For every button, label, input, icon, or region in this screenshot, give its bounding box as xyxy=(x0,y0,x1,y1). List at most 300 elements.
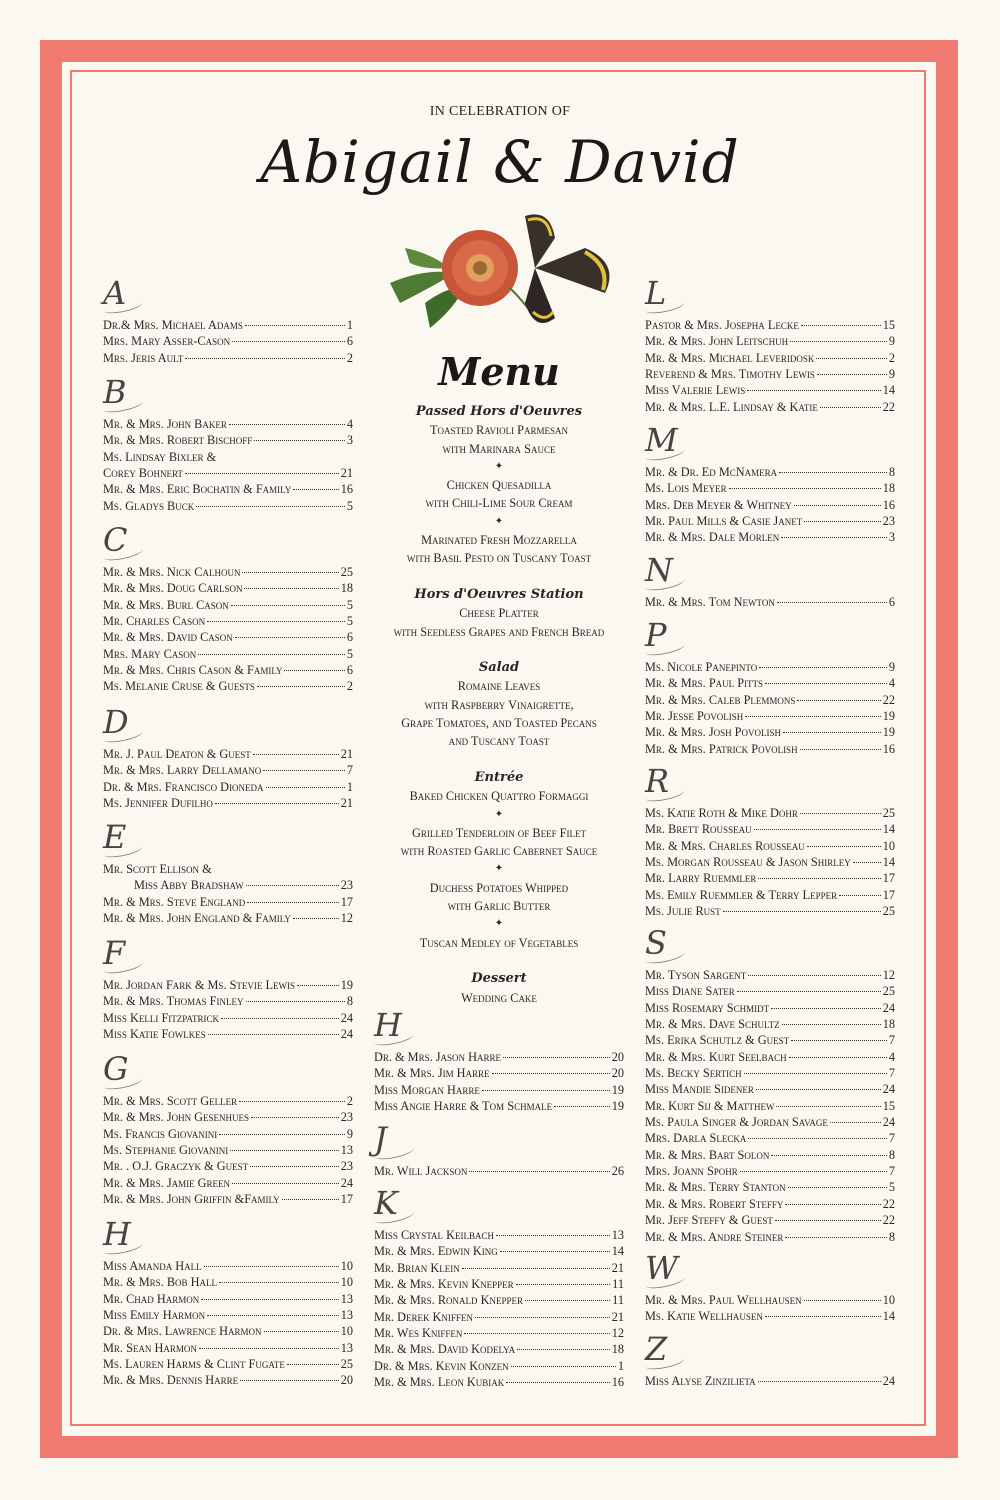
guest-entry xyxy=(645,382,895,398)
menu-item-line: Wedding Cake xyxy=(461,990,537,1005)
section-letter: E xyxy=(103,818,127,856)
guest-entry xyxy=(103,465,353,481)
dot-leader xyxy=(185,358,345,359)
dot-leader xyxy=(232,1183,339,1184)
dot-leader xyxy=(198,654,345,655)
section-letter: K xyxy=(374,1184,398,1222)
dot-leader xyxy=(771,1008,881,1009)
dot-leader xyxy=(800,813,881,814)
guest-entry xyxy=(103,481,353,497)
table-number: 13 xyxy=(340,1308,353,1323)
couple-names-script: Abigail & David xyxy=(260,128,740,196)
guest-name: Mr. & Mrs. Charles Rousseau xyxy=(645,838,805,853)
dot-leader xyxy=(817,374,887,375)
table-number: 7 xyxy=(346,763,353,778)
dot-leader xyxy=(782,1024,881,1025)
guest-name: Dr. & Mrs. Kevin Konzen xyxy=(374,1358,509,1373)
guest-name: Dr. & Mrs. Francisco Dioneda xyxy=(103,779,264,794)
letter-section-r xyxy=(645,762,895,919)
table-number: 17 xyxy=(340,894,353,909)
guest-name: Ms. Stephanie Giovanini xyxy=(103,1143,229,1158)
guest-entry xyxy=(103,746,353,762)
table-number: 3 xyxy=(346,433,353,448)
guest-name: Ms. Morgan Rousseau & Jason Shirley xyxy=(645,855,851,870)
guest-name: Miss Amanda Hall xyxy=(103,1259,202,1273)
guest-name: Ms. Paula Singer & Jordan Savage xyxy=(645,1115,828,1130)
guest-entry xyxy=(645,594,895,610)
dot-leader xyxy=(723,911,881,912)
dot-leader xyxy=(785,1204,880,1205)
guest-entry xyxy=(374,1243,624,1259)
guest-entry xyxy=(645,1016,895,1032)
dot-leader xyxy=(794,505,881,506)
guest-name: Pastor & Mrs. Josepha Lecke xyxy=(645,318,799,332)
dot-leader xyxy=(747,390,880,391)
guest-entry xyxy=(645,903,895,919)
guest-name: Reverend & Mrs. Timothy Lewis xyxy=(645,367,815,382)
table-number: 6 xyxy=(888,595,895,609)
table-number: 1 xyxy=(617,1358,624,1373)
section-letter: L xyxy=(645,274,667,312)
guest-entry xyxy=(103,432,353,448)
guest-name: Mr. & Mrs. Paul Wellhausen xyxy=(645,1293,802,1307)
table-number: 19 xyxy=(611,1082,624,1097)
guest-name: Mr. Paul Mills & Casie Janet xyxy=(645,514,803,529)
guest-name: Mr. & Mrs. Steve England xyxy=(103,894,246,909)
guest-name: Miss Diane Sater xyxy=(645,984,735,999)
guest-name: Mr. & Mrs. Doug Carlson xyxy=(103,581,243,596)
dot-leader xyxy=(516,1284,611,1285)
guest-name: Mr. Brian Klein xyxy=(374,1260,460,1275)
guest-name: Mr. & Mrs. David Kodelya xyxy=(374,1342,516,1357)
dot-leader xyxy=(758,1381,881,1382)
dot-leader xyxy=(219,1282,339,1283)
dot-leader xyxy=(293,918,339,919)
section-letter: Z xyxy=(645,1330,668,1368)
dot-leader xyxy=(464,1333,609,1334)
guest-entry xyxy=(645,1308,895,1324)
dot-leader xyxy=(293,489,338,490)
guest-name: Mr. & Mrs. David Cason xyxy=(103,630,233,645)
table-number: 12 xyxy=(882,968,895,982)
table-number: 12 xyxy=(611,1326,624,1341)
dot-leader xyxy=(745,716,880,717)
guest-name: Ms. Emily Ruemmler & Terry Lepper xyxy=(645,887,838,902)
guest-entry xyxy=(645,1000,895,1016)
section-letter: D xyxy=(103,703,129,741)
dot-leader xyxy=(765,683,887,684)
guest-entry xyxy=(645,854,895,870)
table-number: 15 xyxy=(882,318,895,332)
menu-item-line: with Chili-Lime Sour Cream xyxy=(425,496,573,511)
guest-entry xyxy=(103,1372,353,1388)
table-number: 13 xyxy=(611,1228,624,1242)
table-number: 20 xyxy=(340,1373,353,1388)
diamond-separator-icon: ✦ xyxy=(494,863,504,875)
diamond-separator-icon: ✦ xyxy=(494,460,504,472)
table-number: 10 xyxy=(340,1324,353,1339)
guest-entry xyxy=(645,1212,895,1228)
guest-name: Miss Emily Harmon xyxy=(103,1308,206,1323)
dot-leader xyxy=(475,1317,610,1318)
menu-course-title: Entrée xyxy=(474,769,524,785)
menu-item-line: Chicken Quesadilla xyxy=(446,478,552,493)
menu-course-title: Salad xyxy=(478,660,520,676)
dot-leader xyxy=(284,670,344,671)
guest-name: Mr. & Mrs. Dale Morlen xyxy=(645,530,780,545)
table-number: 24 xyxy=(882,1374,895,1388)
dot-leader xyxy=(469,1171,609,1172)
table-number: 10 xyxy=(340,1259,353,1273)
table-number: 7 xyxy=(888,1033,895,1048)
table-number: 8 xyxy=(888,465,895,479)
table-number: 9 xyxy=(346,1126,353,1141)
dot-leader xyxy=(231,605,345,606)
guest-entry xyxy=(374,1292,624,1308)
guest-name: Mrs. Mary Asser-Cason xyxy=(103,334,231,349)
menu-item-line: with Marinara Sauce xyxy=(442,441,556,456)
guest-name: Mr. & Mrs. Caleb Plemmons xyxy=(645,692,796,707)
guest-entry xyxy=(645,1196,895,1212)
guest-name: Ms. Katie Roth & Mike Dohr xyxy=(645,806,798,820)
guest-name: Dr.& Mrs. Michael Adams xyxy=(103,318,243,332)
table-number: 16 xyxy=(882,497,895,512)
table-number: 7 xyxy=(888,1066,895,1081)
table-number: 17 xyxy=(882,887,895,902)
table-number: 4 xyxy=(888,1049,895,1064)
table-number: 9 xyxy=(888,660,895,674)
guest-name: Mr. & Mrs. Jamie Green xyxy=(103,1175,231,1190)
guest-entry xyxy=(645,366,895,382)
section-letter: A xyxy=(103,274,127,312)
guest-entry xyxy=(103,779,353,795)
dot-leader xyxy=(246,885,339,886)
dot-leader xyxy=(756,1089,881,1090)
table-number: 5 xyxy=(346,597,353,612)
table-number: 20 xyxy=(611,1050,624,1064)
section-letter: F xyxy=(103,934,126,972)
dot-leader xyxy=(207,621,345,622)
dot-leader xyxy=(462,1268,610,1269)
table-number: 21 xyxy=(340,747,353,761)
dot-leader xyxy=(221,1018,339,1019)
table-number: 8 xyxy=(346,994,353,1009)
letter-section-z xyxy=(645,1330,895,1389)
guest-entry xyxy=(645,1032,895,1048)
guest-entry xyxy=(645,1081,895,1097)
guest-name: Dr. & Mrs. Jason Harre xyxy=(374,1050,502,1064)
table-number: 21 xyxy=(611,1260,624,1275)
guest-entry xyxy=(645,1114,895,1130)
dot-leader xyxy=(242,572,338,573)
guest-name: Mr. & Mrs. John Baker xyxy=(103,417,227,431)
guest-name: Mr. Sean Harmon xyxy=(103,1340,197,1355)
table-number: 24 xyxy=(340,1027,353,1042)
table-number: 2 xyxy=(346,679,353,694)
guest-name: Mr. & Mrs. Nick Calhoun xyxy=(103,565,241,579)
menu-course-title: Passed Hors d'Oeuvres xyxy=(415,404,583,419)
guest-entry xyxy=(645,1098,895,1114)
dot-leader xyxy=(244,588,338,589)
dot-leader xyxy=(482,1090,610,1091)
guest-name: Mrs. Mary Cason xyxy=(103,646,197,661)
guest-entry xyxy=(103,1274,353,1290)
guest-name: Mr. & Mrs. Josh Povolish xyxy=(645,725,782,740)
guest-name: Dr. & Mrs. Lawrence Harmon xyxy=(103,1324,262,1339)
dot-leader xyxy=(240,1380,339,1381)
guest-name: Mr. Kurt Sij & Matthew xyxy=(645,1098,775,1113)
menu-item-line: with Garlic Butter xyxy=(447,899,551,914)
guest-name: Mr. Tyson Sargent xyxy=(645,968,747,982)
guest-entry xyxy=(103,894,353,910)
guest-entry xyxy=(645,480,895,496)
guest-entry xyxy=(645,513,895,529)
guest-entry xyxy=(374,1260,624,1276)
guest-name: Mr. J. Paul Deaton & Guest xyxy=(103,747,251,761)
guest-name: Ms. Lauren Harms & Clint Fugate xyxy=(103,1357,285,1372)
menu-item-line: Cheese Platter xyxy=(459,606,539,621)
dot-leader xyxy=(506,1382,609,1383)
guest-name: Mr. & Mrs. John Gesenhues xyxy=(103,1110,250,1125)
dot-leader xyxy=(201,1299,338,1300)
dot-leader xyxy=(789,1057,887,1058)
menu-item-line: Tuscan Medley of Vegetables xyxy=(419,935,579,950)
dot-leader xyxy=(807,846,881,847)
table-number: 7 xyxy=(888,1131,895,1146)
letter-section-f xyxy=(103,934,353,1042)
guest-entry xyxy=(645,1292,895,1308)
guest-name: Mrs. Darla Slecka xyxy=(645,1131,747,1146)
guest-entry xyxy=(374,1309,624,1325)
guest-name: Ms. Jennifer Dufilho xyxy=(103,796,213,811)
guest-name: Miss Alyse Zinzilieta xyxy=(645,1374,756,1388)
guest-name: Mr. . O.J. Graczyk & Guest xyxy=(103,1159,249,1174)
table-number: 12 xyxy=(340,911,353,926)
guest-name: Mr. & Mrs. Dennis Harre xyxy=(103,1373,239,1388)
guest-entry xyxy=(645,692,895,708)
letter-section-e xyxy=(103,818,353,926)
dot-leader xyxy=(196,506,345,507)
section-letter: B xyxy=(103,373,127,411)
guest-entry xyxy=(103,678,353,694)
menu-item-line: Grape Tomatoes, and Toasted Pecans xyxy=(401,716,597,731)
letter-section-b xyxy=(103,373,353,514)
letter-section-j xyxy=(374,1120,624,1179)
dot-leader xyxy=(744,1073,887,1074)
guest-name: Mr. & Mrs. Dave Schultz xyxy=(645,1017,780,1032)
menu-item-line: with Roasted Garlic Cabernet Sauce xyxy=(400,844,598,859)
guest-entry xyxy=(103,1126,353,1142)
dot-leader xyxy=(820,407,881,408)
guest-name: Mr. Derek Kniffen xyxy=(374,1309,473,1324)
dot-leader xyxy=(779,472,887,473)
menu-spacer xyxy=(374,568,624,586)
guest-entry xyxy=(645,333,895,349)
letter-section-w xyxy=(645,1249,895,1325)
guest-name: Mr. & Mrs. Paul Pitts xyxy=(645,676,764,691)
table-number: 23 xyxy=(882,514,895,529)
menu-item-line: Baked Chicken Quattro Formaggi xyxy=(409,789,589,804)
guest-name: Mr. & Mrs. Scott Geller xyxy=(103,1094,238,1108)
table-number: 6 xyxy=(346,334,353,349)
table-number: 17 xyxy=(340,1192,353,1207)
guest-entry xyxy=(374,1227,624,1243)
menu-block xyxy=(374,350,624,1007)
table-number: 18 xyxy=(882,481,895,496)
guest-entry xyxy=(103,613,353,629)
guest-name: Mr. & Mrs. Terry Stanton xyxy=(645,1180,786,1195)
table-number: 16 xyxy=(340,482,353,497)
guest-entry xyxy=(645,464,895,480)
guest-name: Miss Abby Bradshaw xyxy=(134,878,244,893)
dot-leader xyxy=(263,770,345,771)
guest-name: Mr. Brett Rousseau xyxy=(645,822,752,837)
table-number: 5 xyxy=(346,646,353,661)
guest-entry xyxy=(645,399,895,415)
table-number: 16 xyxy=(882,741,895,756)
table-number: 13 xyxy=(340,1340,353,1355)
guest-entry xyxy=(645,870,895,886)
guest-entry xyxy=(645,659,895,675)
section-letter: M xyxy=(645,421,678,459)
dot-leader xyxy=(251,1117,339,1118)
guest-entry xyxy=(645,497,895,513)
table-number: 2 xyxy=(888,350,895,365)
dot-leader xyxy=(839,895,881,896)
table-number: 24 xyxy=(882,1000,895,1015)
dot-leader xyxy=(517,1349,610,1350)
section-letter: C xyxy=(103,521,128,559)
letter-section-p xyxy=(645,616,895,757)
dot-leader xyxy=(207,1315,339,1316)
guest-name: Miss Kelli Fitzpatrick xyxy=(103,1010,219,1025)
section-letter: J xyxy=(374,1120,387,1158)
guest-name: Mr. & Mrs. Tom Newton xyxy=(645,595,775,609)
guest-entry xyxy=(374,1358,624,1374)
dot-leader xyxy=(816,358,887,359)
guest-name: Mr. Charles Cason xyxy=(103,614,206,629)
guest-name: Miss Crystal Keilbach xyxy=(374,1228,494,1242)
guest-name: Mrs. Deb Meyer & Whitney xyxy=(645,497,792,512)
guest-name: Ms. Julie Rust xyxy=(645,904,721,919)
guest-name: Mr. Jeff Steffy & Guest xyxy=(645,1213,773,1228)
guest-entry xyxy=(103,564,353,580)
dot-leader xyxy=(781,537,887,538)
dot-leader xyxy=(239,1101,345,1102)
table-number: 22 xyxy=(882,1196,895,1211)
guest-entry xyxy=(645,821,895,837)
guest-name: Mr. & Mrs. John Leitschuh xyxy=(645,334,789,349)
dot-leader xyxy=(230,1150,338,1151)
dot-leader xyxy=(758,878,880,879)
section-letter: G xyxy=(103,1050,129,1088)
table-number: 9 xyxy=(888,367,895,382)
menu-item-line: Grilled Tenderloin of Beef Filet xyxy=(412,825,586,840)
guest-name: Ms. Gladys Buck xyxy=(103,498,195,513)
menu-item-line: with Basil Pesto on Tuscany Toast xyxy=(406,551,592,566)
section-letter: H xyxy=(103,1215,131,1253)
table-number: 8 xyxy=(888,1147,895,1162)
guest-name: Mr. Jesse Povolish xyxy=(645,709,744,724)
menu-item-line: Duchess Potatoes Whipped xyxy=(429,880,569,895)
guest-entry xyxy=(103,910,353,926)
letter-section-c xyxy=(103,521,353,695)
dot-leader xyxy=(264,1331,339,1332)
guest-name: Miss Morgan Harre xyxy=(374,1082,480,1097)
guest-name: Ms. Katie Wellhausen xyxy=(645,1309,763,1324)
table-number: 21 xyxy=(340,466,353,481)
section-letter: N xyxy=(645,551,673,589)
guest-entry xyxy=(103,498,353,514)
guest-entry xyxy=(645,724,895,740)
guest-entry xyxy=(645,805,895,821)
dot-leader xyxy=(804,521,881,522)
table-number: 8 xyxy=(888,1229,895,1244)
table-number: 14 xyxy=(882,822,895,837)
letter-section-h xyxy=(374,1006,624,1114)
table-number: 7 xyxy=(888,1164,895,1179)
dot-leader xyxy=(788,1187,887,1188)
dot-leader xyxy=(804,1300,881,1301)
guest-name: Ms. Francis Giovanini xyxy=(103,1126,218,1141)
menu-item-line: and Tuscany Toast xyxy=(448,734,550,749)
guest-name: Corey Bohnert xyxy=(103,466,183,481)
guest-entry xyxy=(374,1163,624,1179)
dot-leader xyxy=(219,1134,345,1135)
diamond-separator-icon: ✦ xyxy=(494,808,504,820)
menu-title: Menu xyxy=(438,349,560,394)
table-number: 19 xyxy=(882,725,895,740)
dot-leader xyxy=(771,1155,886,1156)
dot-leader xyxy=(496,1235,610,1236)
guest-name: Mr. & Mrs. Chris Cason & Family xyxy=(103,663,283,678)
dot-leader xyxy=(492,1073,610,1074)
menu-item-line: Marinated Fresh Mozzarella xyxy=(421,533,577,548)
guest-name: Mr. & Mrs. Eric Bochatin & Family xyxy=(103,482,292,497)
letter-section-h xyxy=(103,1215,353,1389)
guest-name-line: Ms. Lindsay Bixler & xyxy=(103,449,217,464)
guest-name: Mr. & Mrs. Ronald Knepper xyxy=(374,1293,523,1308)
guest-entry xyxy=(374,1065,624,1081)
guest-name: Mr. & Mrs. John England & Family xyxy=(103,911,291,926)
dot-leader xyxy=(266,787,345,788)
table-number: 5 xyxy=(346,498,353,513)
letter-section-k xyxy=(374,1184,624,1390)
dot-leader xyxy=(801,325,881,326)
table-number: 2 xyxy=(346,1094,353,1108)
guest-entry xyxy=(103,317,353,333)
guest-name: Mr. & Mrs. Michael Leveridosk xyxy=(645,350,815,365)
letter-section-n xyxy=(645,551,895,610)
guest-entry xyxy=(103,1291,353,1307)
red-flower-icon xyxy=(442,230,518,306)
dot-leader xyxy=(830,1122,881,1123)
table-number: 20 xyxy=(611,1066,624,1081)
table-number: 25 xyxy=(340,565,353,579)
guest-name: Mr. & Mrs. Thomas Finley xyxy=(103,994,244,1009)
dot-leader xyxy=(208,1034,339,1035)
guest-name: Ms. Melanie Cruse & Guests xyxy=(103,679,255,694)
dot-leader xyxy=(229,424,345,425)
table-number: 18 xyxy=(882,1017,895,1032)
table-number: 10 xyxy=(882,1293,895,1307)
dot-leader xyxy=(250,1166,339,1167)
table-number: 6 xyxy=(346,630,353,645)
table-number: 13 xyxy=(340,1143,353,1158)
section-letter: H xyxy=(374,1006,402,1044)
guest-name: Mrs. Jeris Ault xyxy=(103,350,184,365)
guest-entry xyxy=(374,1098,624,1114)
